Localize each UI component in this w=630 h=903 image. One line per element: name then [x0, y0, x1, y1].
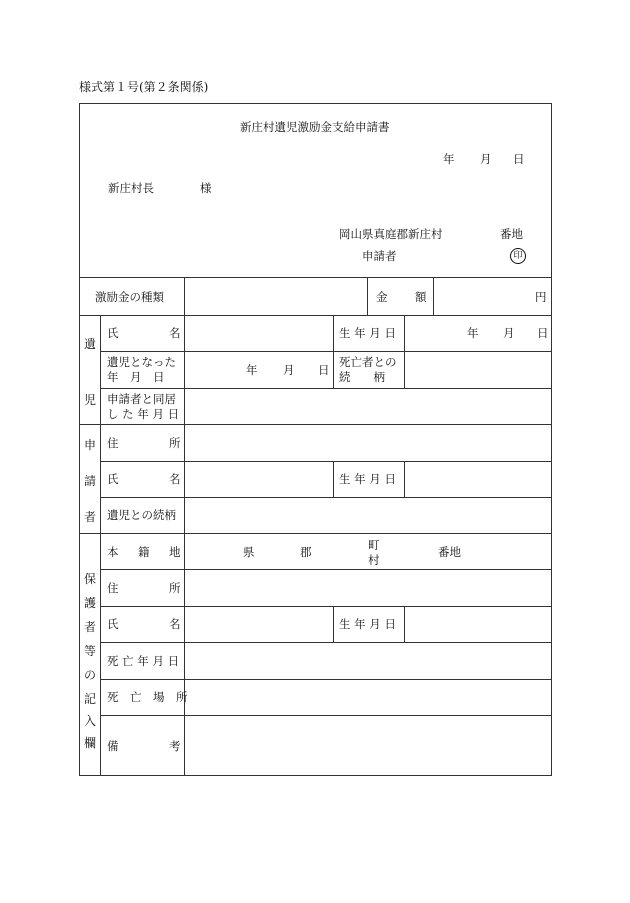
guardian-address-label-1: 住 [107, 581, 119, 595]
child-group-char-2: 児 [83, 393, 96, 407]
cohabitation-date-label-2: し た 年 月 日 [107, 407, 180, 421]
remarks-label-2: 考 [169, 739, 181, 753]
cohabitation-date-label-1: 申請者と同居 [107, 392, 176, 406]
child-name-label-1: 氏 [107, 326, 119, 340]
divider-guardian-death-place [100, 715, 552, 716]
applicant-label: 申請者 [362, 249, 397, 263]
relation-to-child-label: 遺児との続柄 [107, 508, 176, 522]
domicile-town: 町 [368, 538, 380, 552]
domicile-label-1: 本 [107, 545, 119, 559]
divider-child-orphan [100, 388, 552, 389]
applicant-name-label-2: 名 [169, 472, 181, 486]
applicant-group-char-2: 請 [83, 474, 96, 488]
divider-guardian-address [100, 606, 552, 607]
guardian-group-char-2: 護 [83, 596, 96, 610]
amount-label-char-1: 金 [376, 290, 388, 304]
guardian-group-char-3: 者 [83, 620, 96, 634]
applicant-group-char-1: 申 [83, 438, 96, 452]
header-date-month: 月 [480, 152, 492, 166]
orphan-date-label-1: 遺児となった [107, 355, 176, 369]
child-birth-month: 月 [503, 326, 515, 340]
guardian-group-char-6: 記 [83, 692, 96, 706]
orphan-date-day: 日 [318, 363, 330, 377]
death-place-label: 死 亡 場 所 [107, 690, 188, 704]
relation-to-deceased-label-2: 続 柄 [339, 370, 385, 384]
domicile-label-3: 地 [169, 545, 181, 559]
divider-header [79, 277, 552, 278]
domicile-county: 郡 [300, 545, 312, 559]
domicile-label-2: 籍 [138, 545, 150, 559]
guardian-group-char-8: 欄 [83, 736, 96, 750]
guardian-birth-label: 生 年 月 日 [339, 617, 396, 631]
application-form-frame [79, 103, 552, 776]
guardian-group-char-1: 保 [83, 572, 96, 586]
child-group-char-1: 遺 [83, 337, 96, 351]
applicant-address-prefix: 岡山県真庭郡新庄村 [339, 227, 443, 241]
divider-applicant-address [100, 461, 552, 462]
seal-mark: 印 [510, 248, 526, 264]
child-birth-label: 生 年 月 日 [339, 326, 396, 340]
applicant-address-label-2: 所 [169, 436, 181, 450]
divider-child-mid-left [333, 315, 334, 388]
domicile-village: 村 [368, 553, 380, 567]
applicant-group-char-3: 者 [83, 510, 96, 524]
applicant-address-label-1: 住 [107, 436, 119, 450]
orphan-date-label-2: 年 月 日 [107, 370, 165, 384]
guardian-name-label-1: 氏 [107, 617, 119, 631]
applicant-birth-label: 生 年 月 日 [339, 472, 396, 486]
addressee-honorific: 様 [200, 181, 212, 195]
divider-amount-label-left [367, 277, 368, 315]
remarks-label-1: 備 [107, 739, 119, 753]
amount-label-char-2: 額 [415, 290, 427, 304]
domicile-prefecture: 県 [243, 545, 255, 559]
divider-applicant-mid-right [404, 461, 405, 497]
divider-child-section [79, 424, 552, 425]
guardian-name-label-2: 名 [169, 617, 181, 631]
child-birth-day: 日 [537, 326, 549, 340]
child-name-label-2: 名 [169, 326, 181, 340]
domicile-banchi: 番地 [438, 545, 461, 559]
divider-child-name [100, 351, 552, 352]
divider-applicant-name [100, 497, 552, 498]
applicant-name-label-1: 氏 [107, 472, 119, 486]
child-birth-year: 年 [467, 326, 479, 340]
divider-guardian-name [100, 642, 552, 643]
relation-to-deceased-label-1: 死亡者との [339, 355, 397, 369]
guardian-group-char-5: の [83, 668, 96, 682]
divider-guardian-domicile [100, 569, 552, 570]
divider-amount [79, 315, 552, 316]
guardian-address-label-2: 所 [169, 581, 181, 595]
orphan-date-year: 年 [246, 363, 258, 377]
addressee: 新庄村長 [108, 181, 154, 195]
applicant-address-suffix: 番地 [500, 227, 523, 241]
allowance-type-label: 激励金の種類 [95, 290, 164, 304]
header-date-year: 年 [443, 152, 455, 166]
divider-guardian-mid-left [333, 606, 334, 642]
death-date-label: 死 亡 年 月 日 [107, 654, 180, 668]
form-title: 新庄村遺児激励金支給申請書 [240, 120, 390, 134]
form-number-label: 様式第１号(第２条関係) [79, 80, 209, 94]
divider-applicant-section [79, 533, 552, 534]
divider-amount-label-right [433, 277, 434, 315]
divider-child-mid-right [404, 315, 405, 388]
divider-guardian-death-date [100, 679, 552, 680]
orphan-date-month: 月 [283, 363, 295, 377]
divider-guardian-mid-right [404, 606, 405, 642]
header-date-day: 日 [513, 152, 525, 166]
divider-group-column [100, 315, 101, 776]
guardian-group-char-4: 等 [83, 644, 96, 658]
divider-applicant-mid-left [333, 461, 334, 497]
amount-yen-unit: 円 [535, 290, 547, 304]
guardian-group-char-7: 入 [83, 714, 96, 728]
